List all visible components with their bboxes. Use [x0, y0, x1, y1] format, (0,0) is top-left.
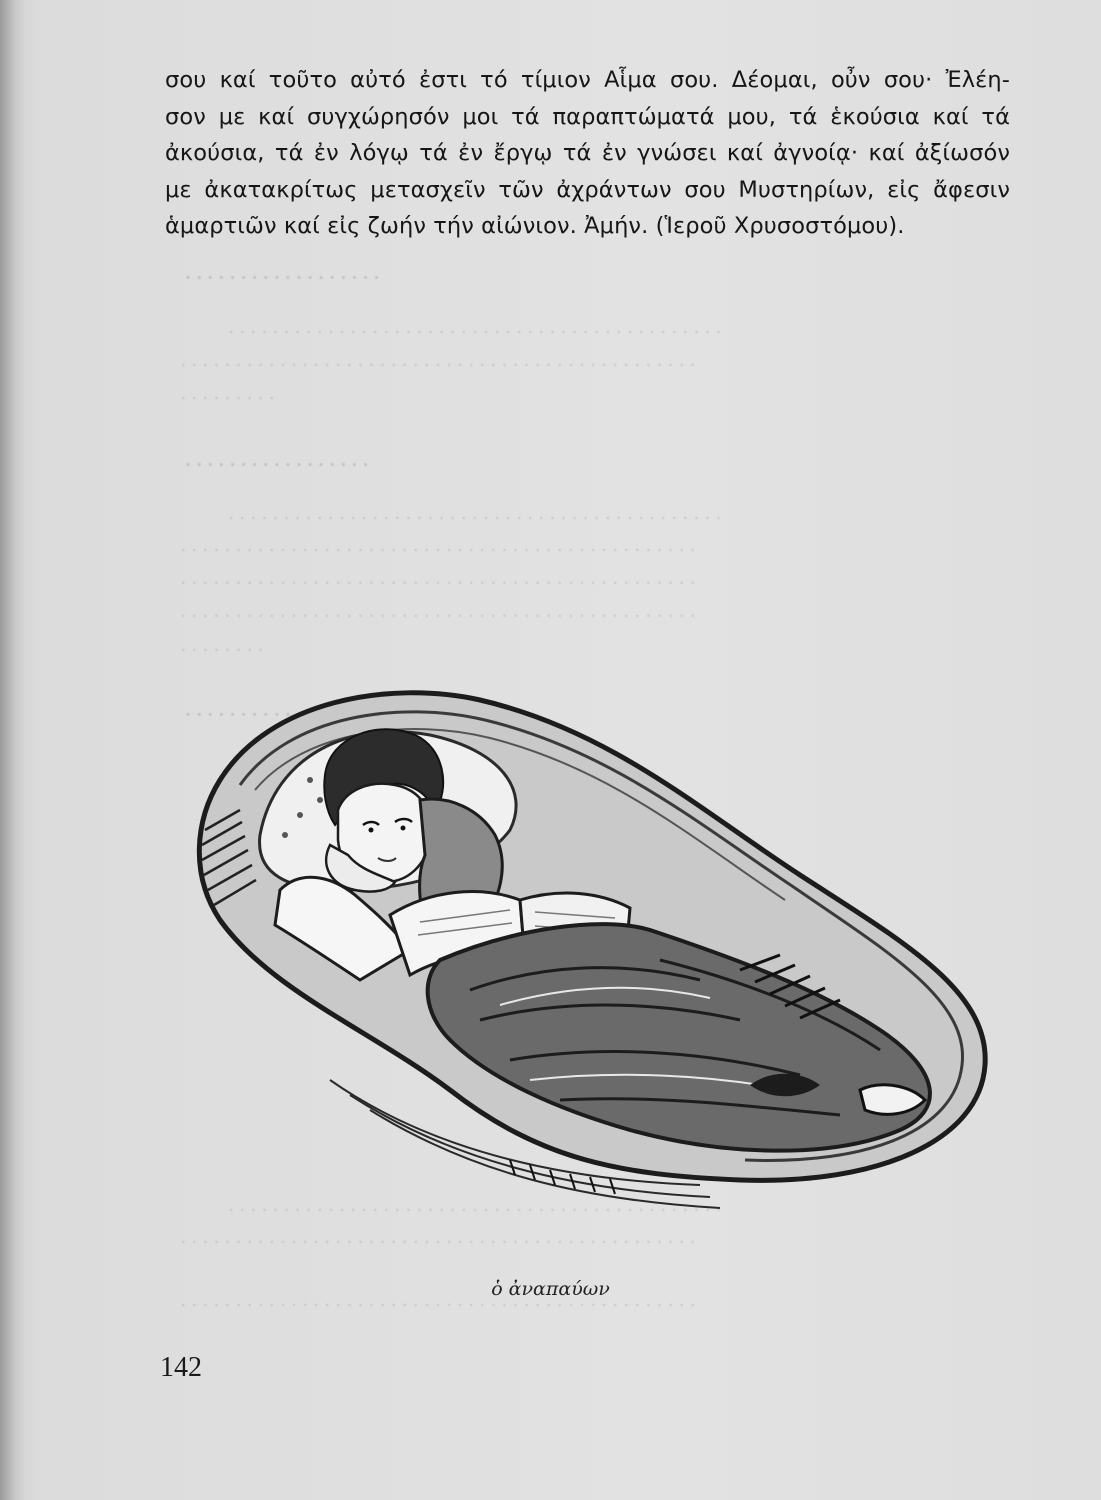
- text-line: ἀκούσια, τά ἐν λόγῳ τά ἐν ἔργῳ τά ἐν γνώσει καί ἀγνοίᾳ· καί ἀξίωσόν: [165, 140, 1010, 166]
- prayer-text: [165, 62, 1010, 245]
- text-line: σον με καί συγχώρησόν μοι τά παραπτώματά μου, τά ἑκούσια καί τά: [165, 103, 1010, 130]
- bleed-through-text: · · · · · · · · · · · · · · · · · · · · · · · · · · · · · · · · · · · · · · · · · · · · · · · · · · · · · · · · · · · · · · · · · · · · · · · · · · · · · · · · · · · · · · · · · · · · · · · · · · · · · · · · · · · · · · · · · · · · · · · · · · · · · · · · · · · · · · · · · · · · · · · · · · · · · · · · · · · · · · · · · · · · · · · · · · · · · · · · · · · · · · · · · · · · · · · · · · · · · · · · · · · · · · · · · · · · · · · · · · · · · · · · · · · · · · · · · · · · · · · · · · · · · · · · · · · · · · · · · · · · · · · · · · · · · · · · · · · · · · · · · · · · · · · · · · · · · · · · · · · · · · · · · · · · · · · · · · · · · · · · · · · · · · · · · · · · · · · · · · · · · · · · · · · · · · · · · · · · · · · · · · · · · · · · · · · · · · · · · · · · · · · · · · · · · · · · · · · · · · · · · · · · · · · · · · · · · · · · · · · · · · · · · · · · · · · · · · · · · · · · · · · · · · · · · · · · · · · · · · · · · · · · · · · · · · · · · · · · · · · · · · · ·: [180, 268, 722, 1316]
- text-line: ἁμαρτιῶν καί εἰς ζωήν τήν αἰώνιον. Ἀμήν. (Ἱεροῦ Χρυσοστόμου).: [165, 213, 905, 239]
- page-number: 142: [160, 1352, 202, 1383]
- text-line: σου καί τοῦτο αὐτό ἐστι τό τίμιον Αἷμα σου. Δέομαι, οὖν σου· Ἐλέη-: [165, 67, 1010, 93]
- child-in-bed-illustration: [180, 660, 1010, 1220]
- illustration-caption: ὁ ἀναπαύων: [491, 1278, 610, 1300]
- page-edge-shadow: [0, 0, 26, 1500]
- text-line: με ἀκατακρίτως μετασχεῖν τῶν ἀχράντων σου Μυστηρίων, εἰς ἄφεσιν: [165, 176, 1010, 203]
